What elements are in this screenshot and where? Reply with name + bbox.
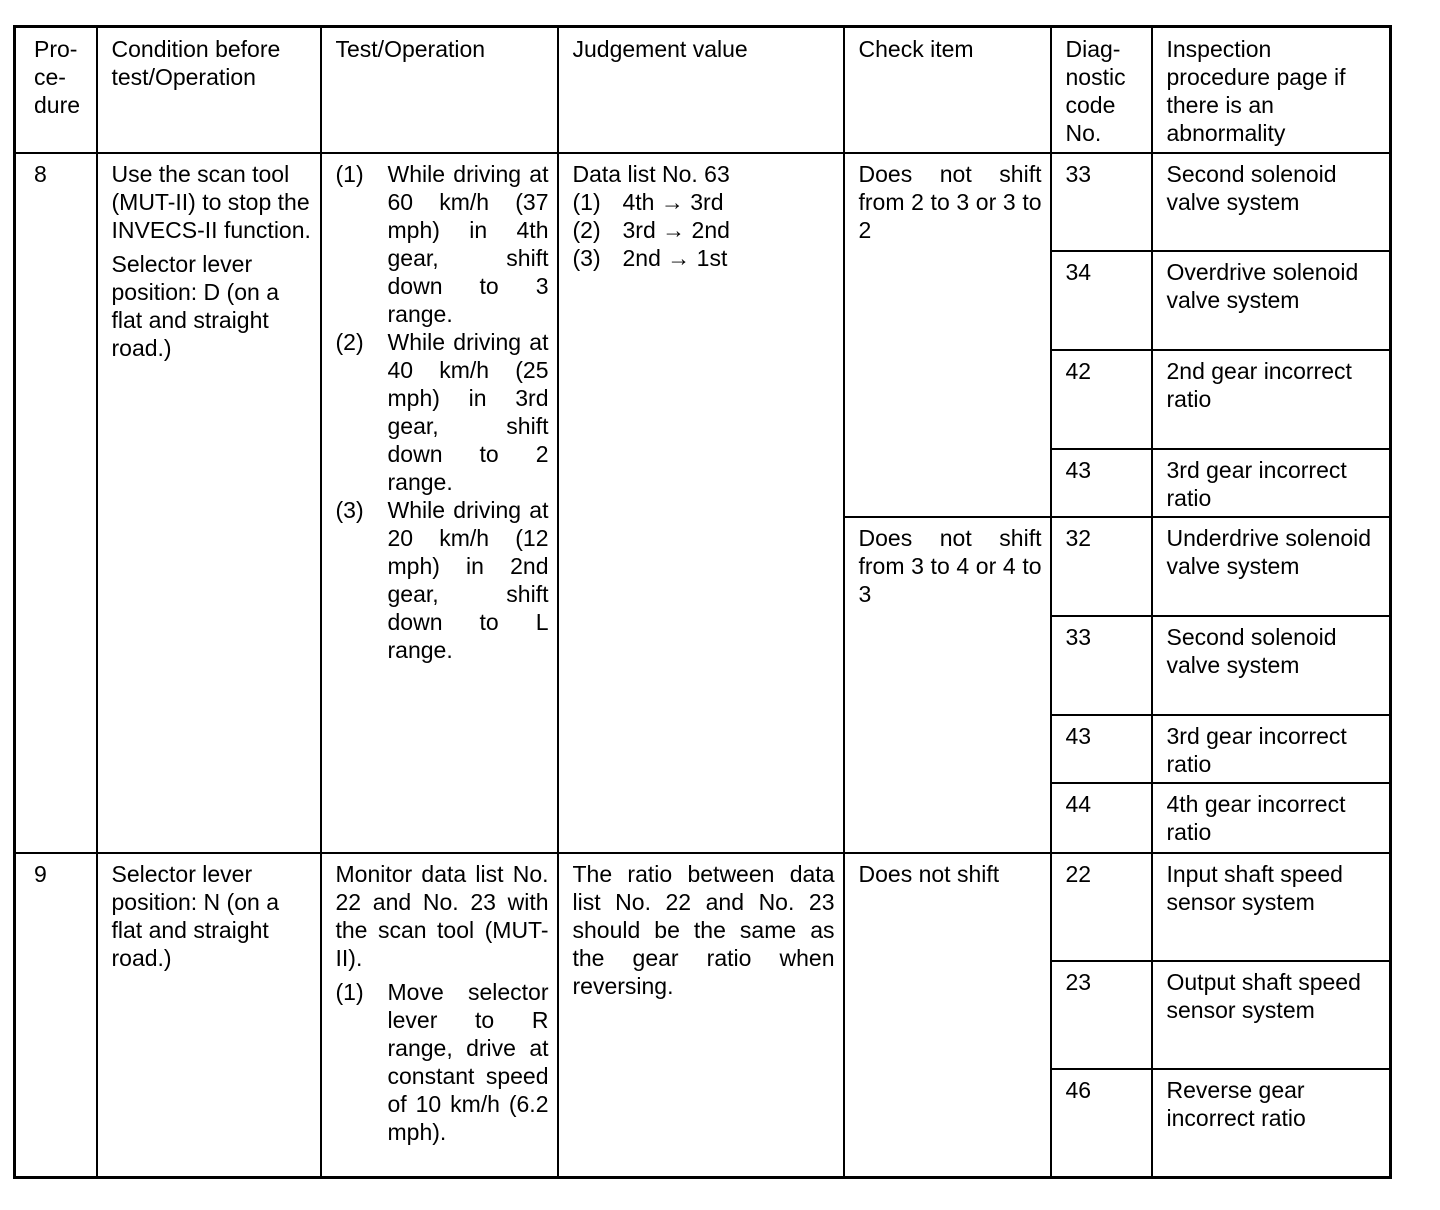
condition-cell: Selector lever position: N (on a flat and straight road.): [97, 853, 321, 1178]
step-text: While driving at 20 km/h (12 mph) in 2nd gear, shift down to L range.: [387, 496, 549, 663]
diagnostic-code: 46: [1051, 1069, 1152, 1178]
judgement-cell: The ratio between data list No. 22 and No. 23 should be the same as the gear ratio when reversing.: [558, 853, 844, 1178]
condition-text: Use the scan tool (MUT-II) to stop the INVECS-II function.: [111, 160, 311, 243]
item-text: 4th → 3rd: [622, 188, 724, 215]
test-step: [336, 328, 549, 496]
diagnostic-code: 43: [1051, 715, 1152, 783]
item-number: (1): [572, 188, 601, 215]
table-row: [15, 153, 1391, 251]
test-step: [336, 160, 549, 328]
check-item-cell: Does not shift: [844, 853, 1051, 1178]
check-item-cell: Does not shift from 2 to 3 or 3 to 2: [844, 153, 1051, 517]
inspection-page: 3rd gear incorrect ratio: [1152, 449, 1391, 517]
step-number: (1): [335, 160, 364, 187]
diagnostic-table: [13, 25, 1392, 1179]
step-text: While driving at 40 km/h (25 mph) in 3rd gear, shift down to 2 range.: [387, 328, 549, 495]
step-number: (3): [335, 496, 364, 523]
item-text: 2nd → 1st: [622, 244, 728, 271]
item-number: (2): [572, 216, 601, 243]
inspection-page: Input shaft speed sensor system: [1152, 853, 1391, 961]
test-operation-cell: [321, 853, 558, 1178]
judgement-cell: [558, 153, 844, 853]
check-item-cell: Does not shift from 3 to 4 or 4 to 3: [844, 517, 1051, 853]
item-number: (3): [572, 244, 601, 271]
diagnostic-code: 23: [1051, 961, 1152, 1069]
judgement-item: [573, 188, 835, 216]
diagnostic-code: 43: [1051, 449, 1152, 517]
header-test-operation: Test/Operation: [321, 27, 558, 153]
diagnostic-code: 22: [1051, 853, 1152, 961]
judgement-item: [573, 244, 835, 272]
judgement-title: Data list No. 63: [572, 160, 730, 187]
inspection-page: Second solenoid valve system: [1152, 153, 1391, 251]
diagnostic-code: 33: [1051, 153, 1152, 251]
header-check-item: Check item: [844, 27, 1051, 153]
inspection-page: Overdrive solenoid valve system: [1152, 251, 1391, 350]
test-operation-cell: [321, 153, 558, 853]
condition-text: Selector lever position: D (on a flat and straight road.): [111, 250, 279, 361]
inspection-page: Underdrive solenoid valve system: [1152, 517, 1391, 616]
inspection-page: Second solenoid valve system: [1152, 616, 1391, 715]
header-procedure: Pro- ce- dure: [15, 27, 97, 153]
item-text: 3rd → 2nd: [622, 216, 730, 243]
inspection-page: 3rd gear incorrect ratio: [1152, 715, 1391, 783]
inspection-page: 2nd gear incorrect ratio: [1152, 350, 1391, 449]
step-number: (1): [335, 978, 364, 1005]
diagnostic-code: 42: [1051, 350, 1152, 449]
header-condition: Condition before test/Operation: [97, 27, 321, 153]
diagnostic-code: 33: [1051, 616, 1152, 715]
step-text: Move selector lever to R range, drive at constant speed of 10 km/h (6.2 mph).: [387, 978, 549, 1145]
inspection-page: 4th gear incorrect ratio: [1152, 783, 1391, 853]
inspection-page: Reverse gear incorrect ratio: [1152, 1069, 1391, 1178]
step-text: While driving at 60 km/h (37 mph) in 4th gear, shift down to 3 range.: [387, 160, 549, 327]
diagnostic-code: 34: [1051, 251, 1152, 350]
judgement-item: [573, 216, 835, 244]
test-step: [336, 978, 549, 1146]
diagnostic-code: 32: [1051, 517, 1152, 616]
header-inspection-page: Inspection procedure page if there is an abnormality: [1152, 27, 1391, 153]
inspection-page: Output shaft speed sensor system: [1152, 961, 1391, 1069]
step-number: (2): [335, 328, 364, 355]
table-row: [15, 853, 1391, 961]
condition-cell: [97, 153, 321, 853]
test-intro: Monitor data list No. 22 and No. 23 with the scan tool (MUT-II).: [335, 860, 549, 971]
test-step: [336, 496, 549, 664]
header-judgement-value: Judgement value: [558, 27, 844, 153]
header-row: [15, 27, 1391, 153]
procedure-number: 8: [15, 153, 97, 853]
procedure-number: 9: [15, 853, 97, 1178]
diagnostic-code: 44: [1051, 783, 1152, 853]
header-diagnostic-code: Diag- nostic code No.: [1051, 27, 1152, 153]
